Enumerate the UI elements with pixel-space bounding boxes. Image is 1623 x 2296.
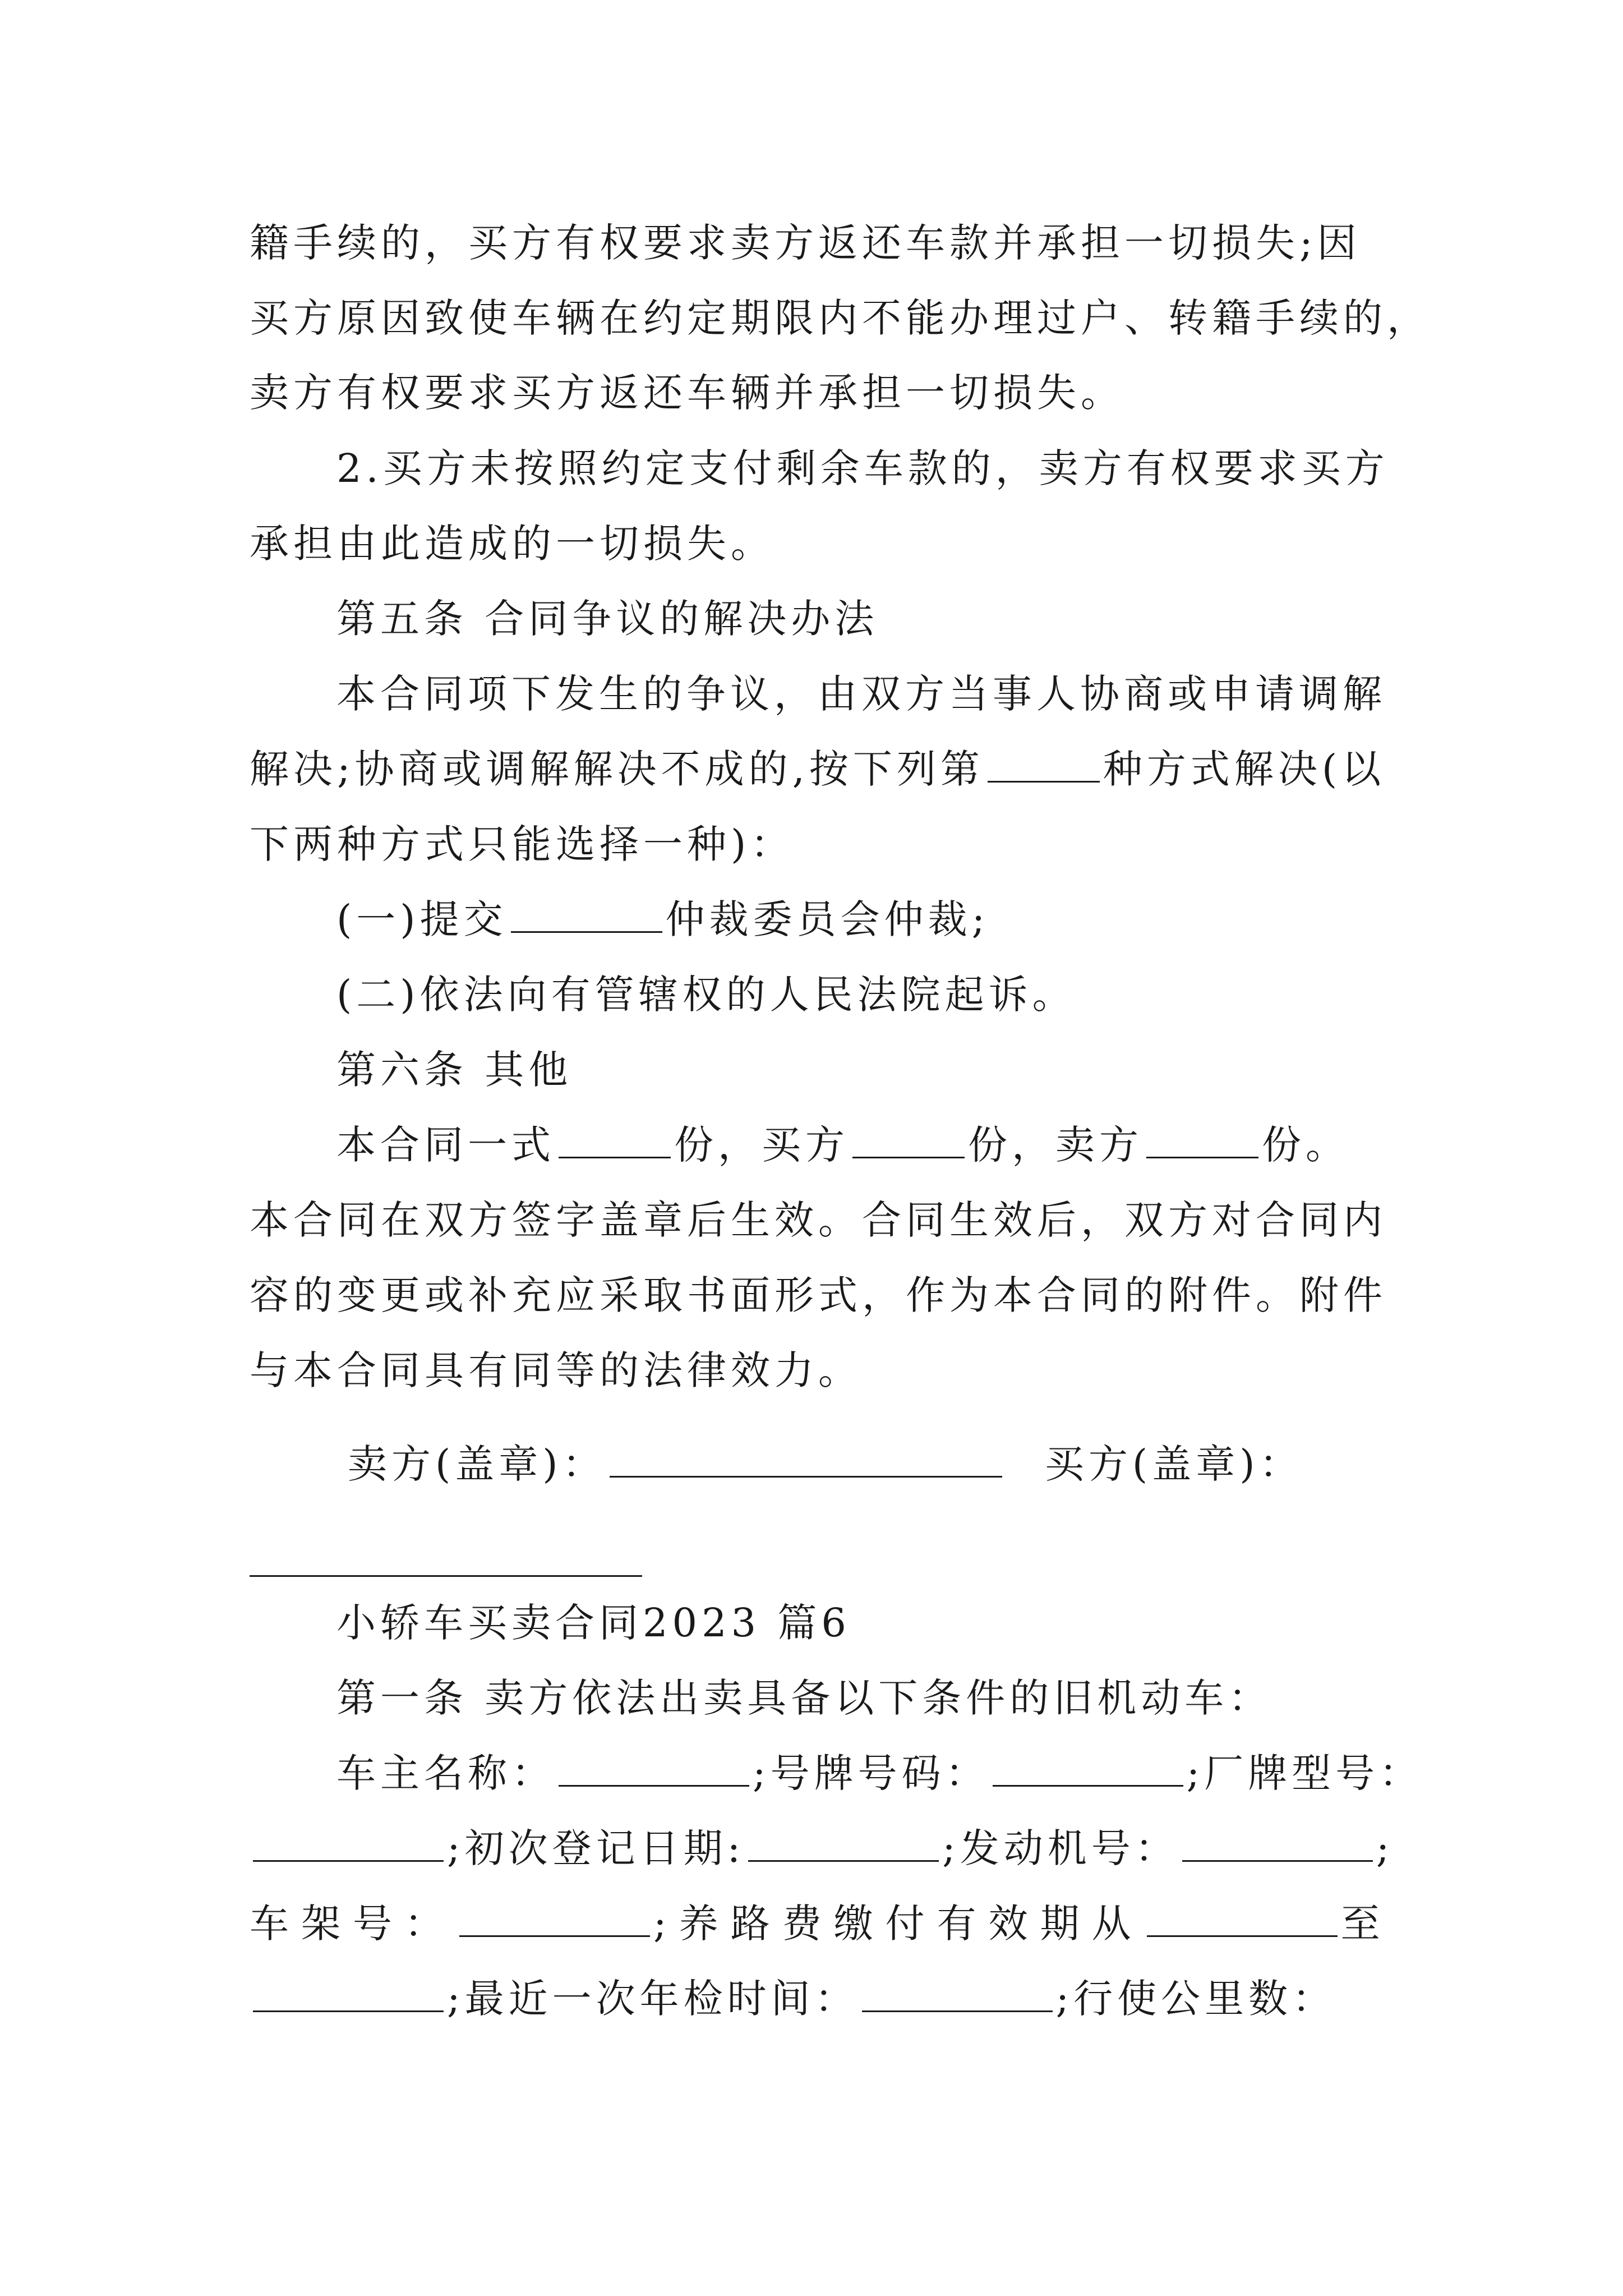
option-text: (二)依法向有管辖权的人民法院起诉。 bbox=[336, 972, 1076, 1018]
field-label: ;发动机号： bbox=[942, 1825, 1179, 1871]
article-title: 第五条 合同争议的解决办法 bbox=[336, 596, 879, 642]
article-heading bbox=[336, 1670, 1272, 1726]
signature-line bbox=[348, 1436, 1303, 1492]
text-line bbox=[336, 967, 1076, 1023]
paragraph-text: 承担由此造成的一切损失。 bbox=[250, 521, 774, 567]
text-line bbox=[250, 1820, 1394, 1876]
field-label: ;养路费缴付有效期从 bbox=[653, 1901, 1144, 1947]
text-line bbox=[250, 516, 774, 572]
fill-blank[interactable] bbox=[988, 744, 1100, 783]
article-title: 第一条 卖方依法出卖具备以下条件的旧机动车： bbox=[336, 1675, 1272, 1721]
field-label: ;行使公里数： bbox=[1055, 1976, 1336, 2022]
text-line bbox=[336, 891, 989, 947]
field-label: ;最近一次年检时间： bbox=[447, 1976, 859, 2022]
paragraph-text: 籍手续的，买方有权要求卖方返还车款并承担一切损失;因 bbox=[250, 220, 1361, 266]
text-line bbox=[336, 1117, 1349, 1173]
text-line bbox=[250, 741, 1385, 797]
paragraph-text: 下两种方式只能选择一种)： bbox=[250, 821, 795, 867]
inspection-date-field[interactable] bbox=[862, 1973, 1053, 2012]
text-line bbox=[250, 1895, 1393, 1952]
text-line bbox=[250, 816, 794, 872]
paragraph-text: 份。 bbox=[1262, 1122, 1349, 1168]
paragraph-text: 本合同在双方签字盖章后生效。合同生效后，双方对合同内 bbox=[250, 1197, 1387, 1243]
plate-number-field[interactable] bbox=[993, 1748, 1183, 1787]
text-line bbox=[250, 1971, 1336, 2027]
paragraph-text: 解决;协商或调解解决不成的,按下列第 bbox=[250, 746, 984, 792]
paragraph-text: 份，买方 bbox=[674, 1122, 849, 1168]
section-heading bbox=[336, 1595, 851, 1651]
fill-blank[interactable] bbox=[511, 894, 662, 933]
frame-number-field[interactable] bbox=[459, 1898, 650, 1937]
road-fee-end-field[interactable] bbox=[253, 1973, 444, 2012]
text-line bbox=[250, 290, 1431, 346]
article-heading bbox=[336, 1042, 572, 1098]
option-text: (一)提交 bbox=[336, 896, 508, 942]
road-fee-start-field[interactable] bbox=[1147, 1898, 1338, 1937]
paragraph-text: 种方式解决(以 bbox=[1103, 746, 1386, 792]
buyer-signature-field[interactable] bbox=[250, 1575, 642, 1577]
article-heading bbox=[336, 591, 878, 647]
text-line bbox=[250, 1192, 1387, 1248]
seller-signature-field[interactable] bbox=[610, 1439, 1002, 1478]
text-line bbox=[250, 1267, 1387, 1323]
field-label: 车架号： bbox=[250, 1901, 456, 1947]
paragraph-text: 本合同一式 bbox=[336, 1122, 555, 1168]
paragraph-text: 本合同项下发生的争议，由双方当事人协商或申请调解 bbox=[336, 671, 1386, 717]
paragraph-text: 与本合同具有同等的法律效力。 bbox=[250, 1347, 862, 1393]
paragraph-text: 容的变更或补充应采取书面形式，作为本合同的附件。附件 bbox=[250, 1272, 1387, 1318]
text-line bbox=[336, 666, 1386, 722]
paragraph-text: 2.买方未按照约定支付剩余车款的，卖方有权要求买方 bbox=[336, 445, 1389, 491]
registration-date-field[interactable] bbox=[748, 1823, 939, 1862]
buyer-signature-label: 买方(盖章)： bbox=[1044, 1441, 1303, 1487]
fill-blank[interactable] bbox=[559, 1120, 671, 1158]
owner-name-field[interactable] bbox=[559, 1748, 749, 1787]
paragraph-text: 买方原因致使车辆在约定期限内不能办理过户、转籍手续的， bbox=[250, 295, 1431, 341]
field-label: ;号牌号码： bbox=[753, 1750, 989, 1796]
text-line bbox=[250, 365, 1124, 421]
article-title: 第六条 其他 bbox=[336, 1047, 573, 1093]
field-label: 车主名称： bbox=[336, 1750, 555, 1796]
paragraph-text: 份，卖方 bbox=[968, 1122, 1143, 1168]
fill-blank[interactable] bbox=[1146, 1120, 1258, 1158]
paragraph-text: 卖方有权要求买方返还车辆并承担一切损失。 bbox=[250, 370, 1124, 416]
text-line bbox=[336, 440, 1389, 496]
fill-blank[interactable] bbox=[852, 1120, 965, 1158]
text-line bbox=[250, 215, 1361, 271]
field-label: 至 bbox=[1340, 1901, 1393, 1947]
engine-number-field[interactable] bbox=[1182, 1823, 1373, 1862]
field-label: ; bbox=[1376, 1825, 1394, 1871]
field-label: ;初次登记日期: bbox=[447, 1825, 745, 1871]
section-title: 小轿车买卖合同2023 篇6 bbox=[336, 1600, 851, 1646]
seller-signature-label: 卖方(盖章)： bbox=[348, 1441, 606, 1487]
text-line bbox=[336, 1745, 1423, 1801]
field-label: ;厂牌型号： bbox=[1186, 1750, 1423, 1796]
text-line bbox=[250, 1342, 862, 1398]
option-text: 仲裁委员会仲裁; bbox=[665, 896, 990, 942]
brand-model-field[interactable] bbox=[253, 1823, 444, 1862]
